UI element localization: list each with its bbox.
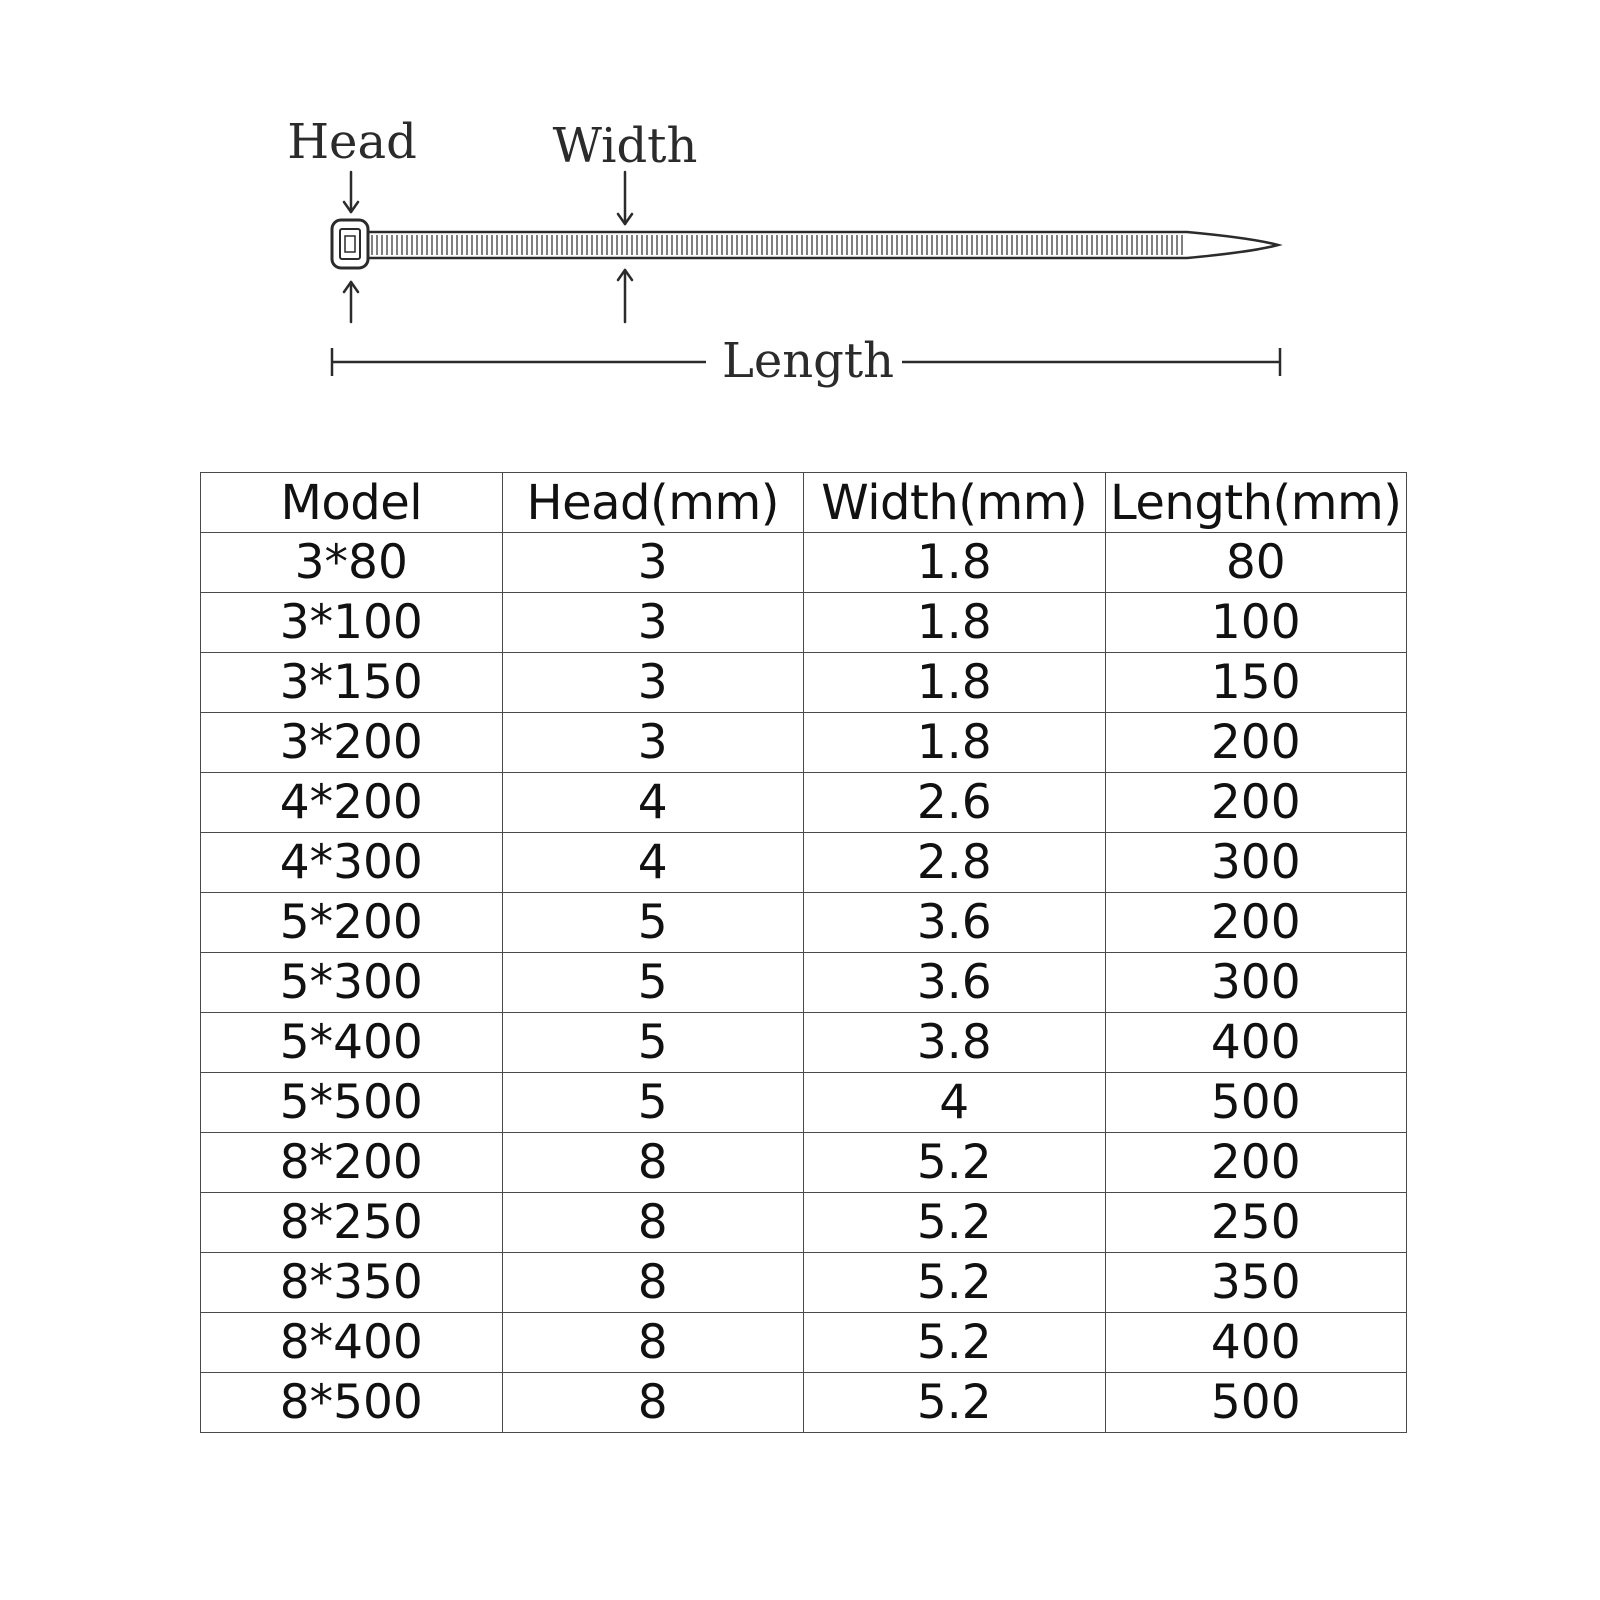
head-cell: 5 — [502, 1073, 804, 1133]
length-cell: 300 — [1105, 833, 1407, 893]
length-cell: 400 — [1105, 1313, 1407, 1373]
table-row — [201, 713, 1407, 773]
width-top-arrow — [618, 172, 632, 224]
head-cell: 8 — [502, 1193, 804, 1253]
table-row — [201, 1313, 1407, 1373]
length-cell: 250 — [1105, 1193, 1407, 1253]
width-cell: 1.8 — [804, 713, 1106, 773]
model-cell: 8*500 — [201, 1373, 503, 1433]
head-cell: 3 — [502, 653, 804, 713]
table-row — [201, 953, 1407, 1013]
length-cell: 200 — [1105, 1133, 1407, 1193]
width-cell: 5.2 — [804, 1373, 1106, 1433]
header-width: Width(mm) — [804, 473, 1106, 533]
head-bottom-arrow — [344, 282, 358, 322]
head-top-arrow — [344, 172, 358, 212]
table-row — [201, 533, 1407, 593]
width-cell: 5.2 — [804, 1313, 1106, 1373]
width-bottom-arrow — [618, 270, 632, 322]
width-cell: 2.8 — [804, 833, 1106, 893]
table-row — [201, 893, 1407, 953]
length-cell: 350 — [1105, 1253, 1407, 1313]
header-head: Head(mm) — [502, 473, 804, 533]
spec-table — [200, 472, 1407, 1433]
head-cell: 4 — [502, 833, 804, 893]
table-row — [201, 1013, 1407, 1073]
model-cell: 4*200 — [201, 773, 503, 833]
width-cell: 5.2 — [804, 1253, 1106, 1313]
table-row — [201, 1193, 1407, 1253]
model-cell: 8*200 — [201, 1133, 503, 1193]
length-cell: 500 — [1105, 1373, 1407, 1433]
width-cell: 3.8 — [804, 1013, 1106, 1073]
width-cell: 1.8 — [804, 533, 1106, 593]
length-cell: 300 — [1105, 953, 1407, 1013]
head-cell: 8 — [502, 1253, 804, 1313]
header-length: Length(mm) — [1105, 473, 1407, 533]
head-cell: 4 — [502, 773, 804, 833]
head-cell: 8 — [502, 1373, 804, 1433]
model-cell: 3*150 — [201, 653, 503, 713]
table-row — [201, 773, 1407, 833]
width-cell: 3.6 — [804, 953, 1106, 1013]
length-cell: 500 — [1105, 1073, 1407, 1133]
table-row — [201, 1133, 1407, 1193]
length-cell: 100 — [1105, 593, 1407, 653]
width-cell: 5.2 — [804, 1133, 1106, 1193]
head-cell: 3 — [502, 713, 804, 773]
model-cell: 5*400 — [201, 1013, 503, 1073]
length-cell: 150 — [1105, 653, 1407, 713]
head-cell: 8 — [502, 1133, 804, 1193]
length-cell: 400 — [1105, 1013, 1407, 1073]
table-row — [201, 1373, 1407, 1433]
width-label: Width — [552, 118, 698, 174]
head-cell: 5 — [502, 1013, 804, 1073]
table-header-row — [201, 473, 1407, 533]
head-cell: 5 — [502, 893, 804, 953]
width-cell: 1.8 — [804, 593, 1106, 653]
table-row — [201, 593, 1407, 653]
table-row — [201, 833, 1407, 893]
length-cell: 80 — [1105, 533, 1407, 593]
model-cell: 8*400 — [201, 1313, 503, 1373]
width-cell: 3.6 — [804, 893, 1106, 953]
model-cell: 5*200 — [201, 893, 503, 953]
head-label: Head — [287, 114, 417, 170]
head-cell: 5 — [502, 953, 804, 1013]
head-cell: 3 — [502, 593, 804, 653]
table-row — [201, 1073, 1407, 1133]
length-cell: 200 — [1105, 713, 1407, 773]
table-row — [201, 1253, 1407, 1313]
length-cell: 200 — [1105, 773, 1407, 833]
model-cell: 3*200 — [201, 713, 503, 773]
length-cell: 200 — [1105, 893, 1407, 953]
length-label: Length — [721, 333, 895, 389]
model-cell: 3*100 — [201, 593, 503, 653]
model-cell: 5*500 — [201, 1073, 503, 1133]
header-model: Model — [201, 473, 503, 533]
width-cell: 5.2 — [804, 1193, 1106, 1253]
model-cell: 5*300 — [201, 953, 503, 1013]
width-cell: 2.6 — [804, 773, 1106, 833]
cable-tie-icon — [332, 220, 1278, 268]
table-row — [201, 653, 1407, 713]
model-cell: 8*250 — [201, 1193, 503, 1253]
model-cell: 3*80 — [201, 533, 503, 593]
head-cell: 3 — [502, 533, 804, 593]
cable-tie-diagram — [0, 0, 1600, 420]
width-cell: 1.8 — [804, 653, 1106, 713]
model-cell: 4*300 — [201, 833, 503, 893]
head-cell: 8 — [502, 1313, 804, 1373]
width-cell: 4 — [804, 1073, 1106, 1133]
model-cell: 8*350 — [201, 1253, 503, 1313]
